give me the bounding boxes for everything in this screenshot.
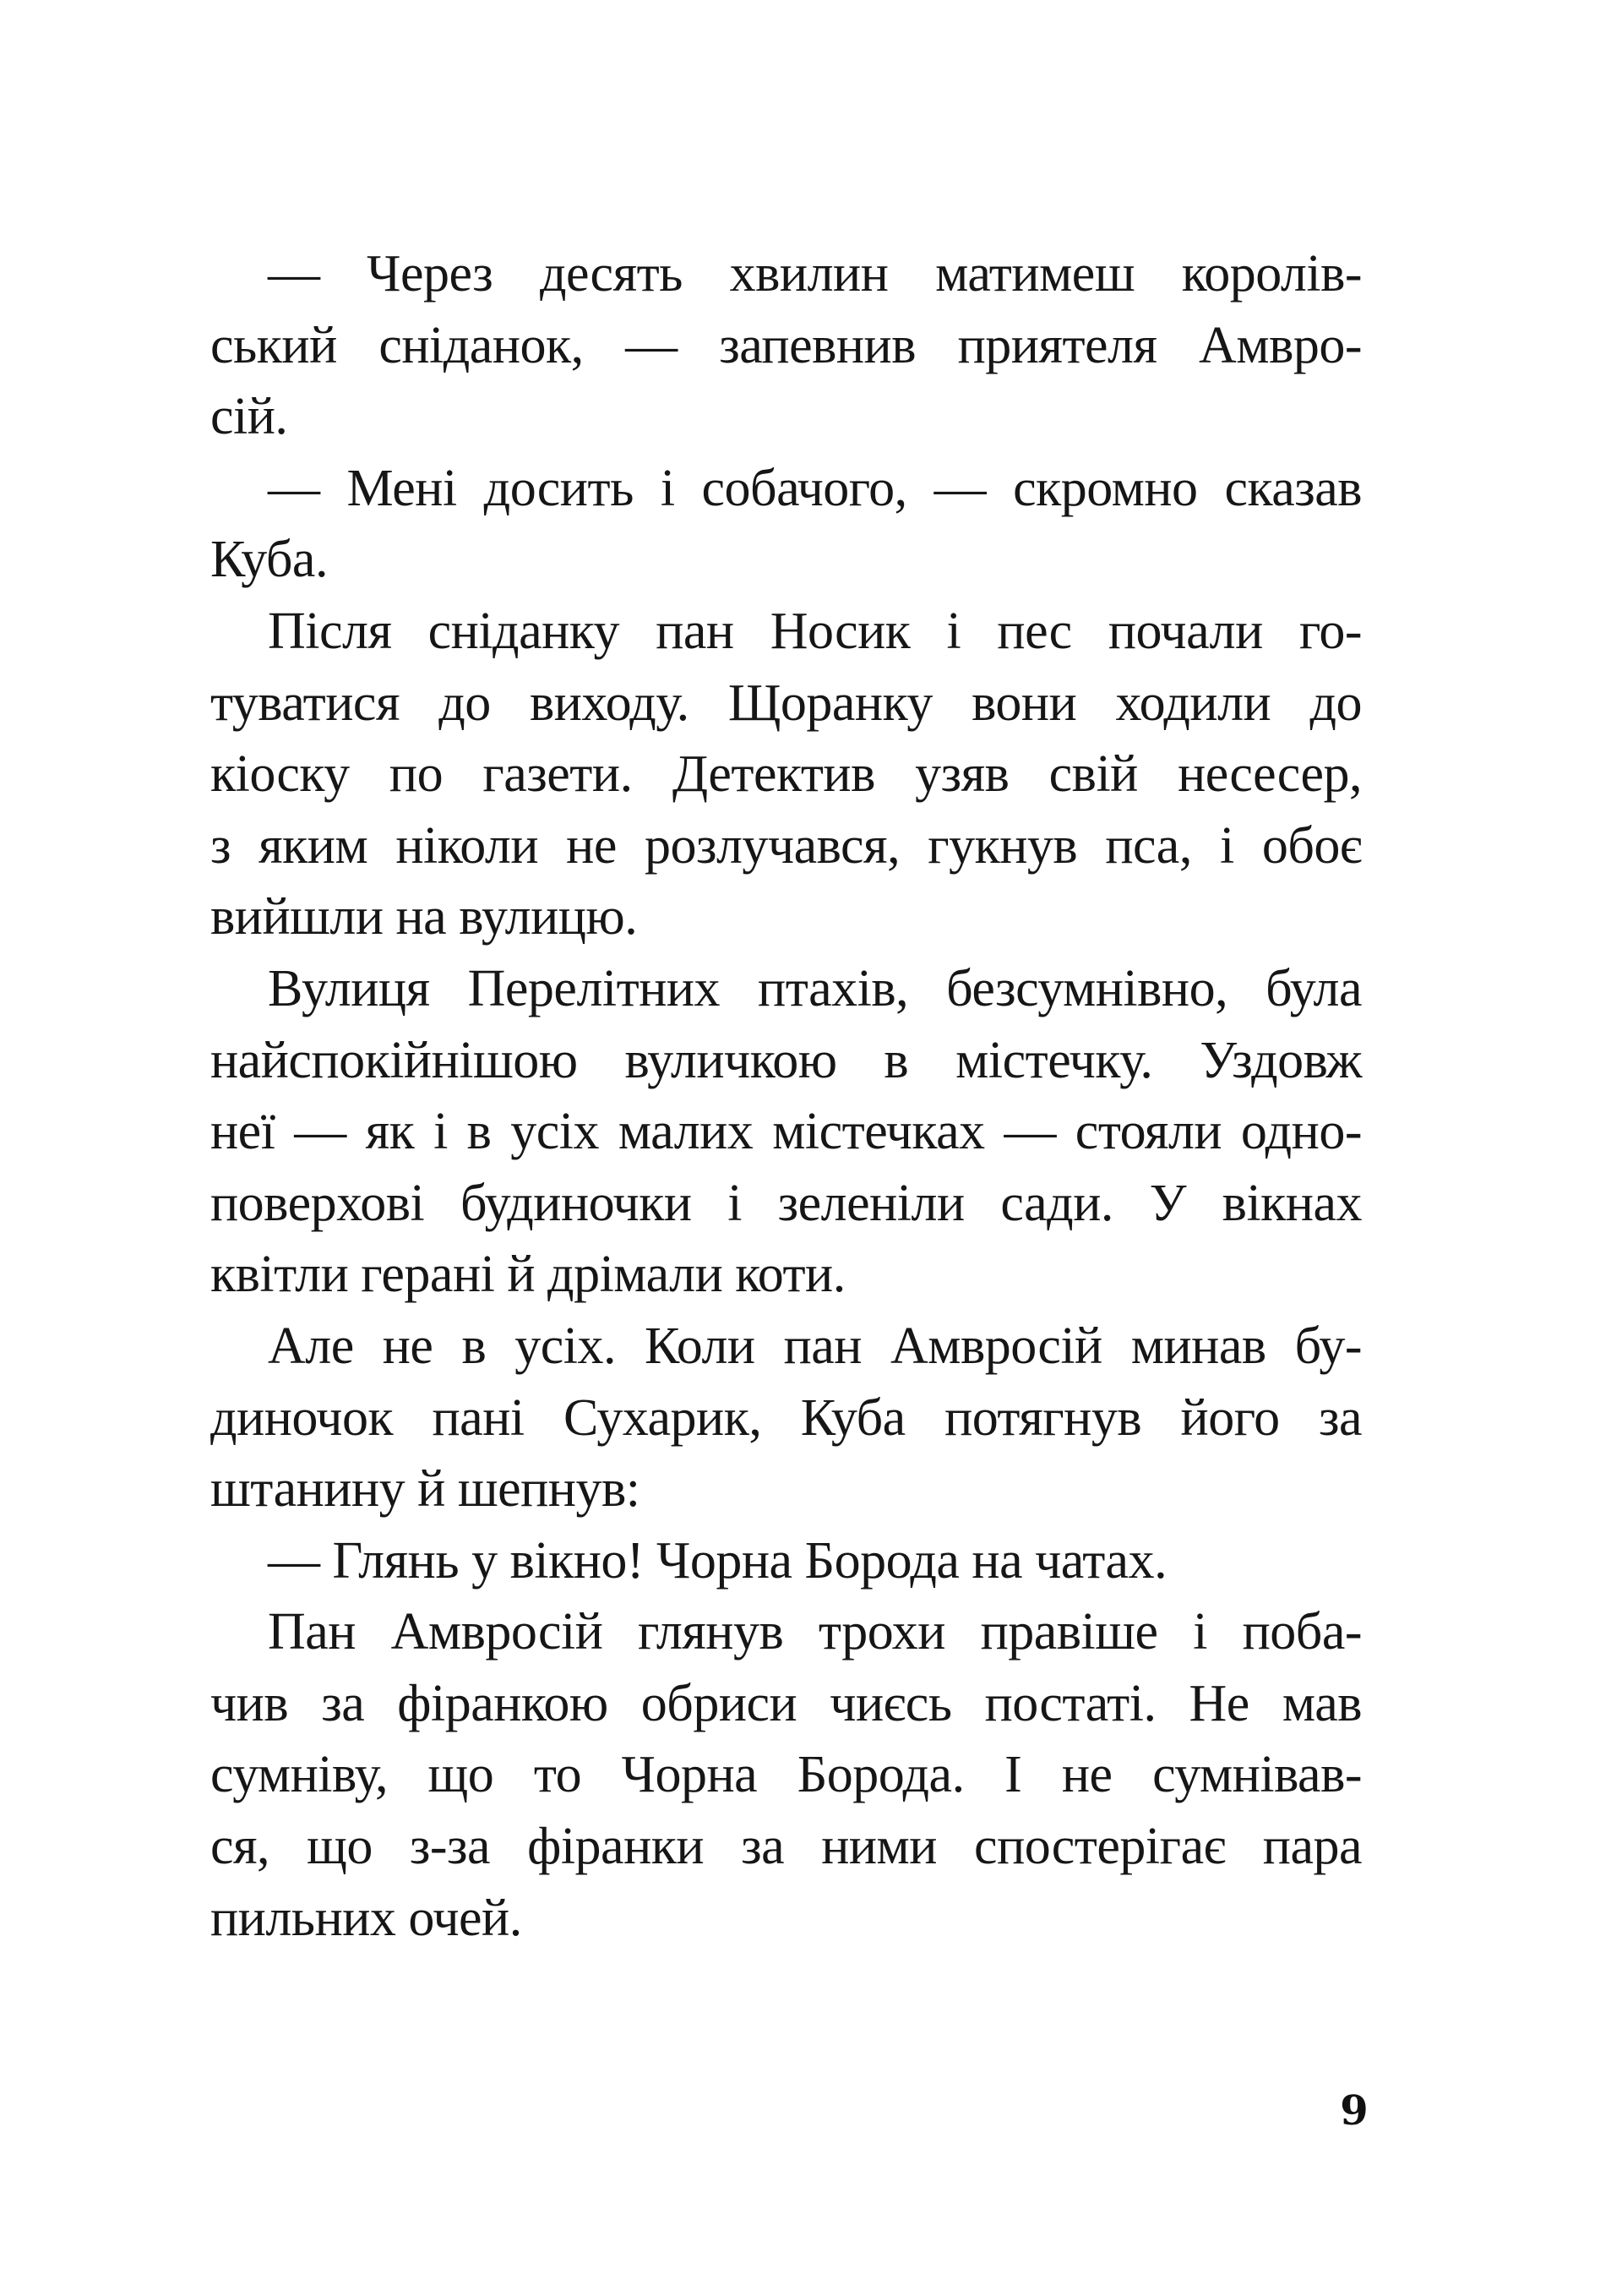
text-line: штанину й шепнув: — [210, 1460, 640, 1519]
text-line: неї — як і в усіх малих містечках — стояли одно- — [210, 1103, 1362, 1161]
text-line: — Через десять хвилин матимеш королів- — [268, 245, 1362, 303]
text-line: сумніву, що то Чорна Борода. І не сумнівав- — [210, 1746, 1362, 1804]
text-line: диночок пані Сухарик, Куба потягнув його за — [210, 1388, 1362, 1447]
text-line: поверхові будиночки і зеленіли сади. У вікнах — [210, 1174, 1362, 1232]
paragraph-3 — [210, 596, 1362, 953]
text-line: Але не в усіх. Коли пан Амвросій минав бу- — [268, 1317, 1362, 1375]
paragraph-6 — [210, 1525, 1362, 1597]
text-line: Пан Амвросій глянув трохи правіше і поба- — [268, 1603, 1362, 1661]
text-line: Куба. — [210, 531, 328, 589]
paragraph-5 — [210, 1311, 1362, 1525]
paragraph-7 — [210, 1596, 1362, 1954]
paragraph-2 — [210, 453, 1362, 596]
text-line: — Мені досить і собачого, — скромно сказав — [268, 459, 1362, 517]
paragraph-1 — [210, 238, 1362, 453]
text-line: квітли герані й дрімали коти. — [210, 1246, 846, 1304]
text-line: Вулиця Перелітних птахів, безсумнівно, була — [268, 959, 1362, 1017]
text-line: найспокійнішою вуличкою в містечку. Уздовж — [210, 1031, 1362, 1089]
paragraph-4 — [210, 953, 1362, 1311]
text-line: Після сніданку пан Носик і пес почали го- — [268, 602, 1362, 660]
text-line: чив за фіранкою обриси чиєсь постаті. Не мав — [210, 1674, 1362, 1732]
text-line: сій. — [210, 388, 288, 446]
text-line: вийшли на вулицю. — [210, 888, 638, 946]
page-number: 9 — [1340, 2087, 1369, 2135]
text-line: кіоску по газети. Детектив узяв свій несесер, — [210, 745, 1362, 804]
body-text — [210, 238, 1362, 1954]
text-line: ся, що з-за фіранки за ними спостерігає пара — [210, 1818, 1362, 1876]
text-line: пильних очей. — [210, 1889, 522, 1947]
text-line: з яким ніколи не розлучався, гукнув пса, і обоє — [210, 816, 1362, 875]
text-line: — Глянь у вікно! Чорна Борода на чатах. — [268, 1531, 1168, 1590]
text-line: ський сніданок, — запевнив приятеля Амвро- — [210, 316, 1362, 374]
text-line: туватися до виходу. Щоранку вони ходили до — [210, 674, 1362, 732]
